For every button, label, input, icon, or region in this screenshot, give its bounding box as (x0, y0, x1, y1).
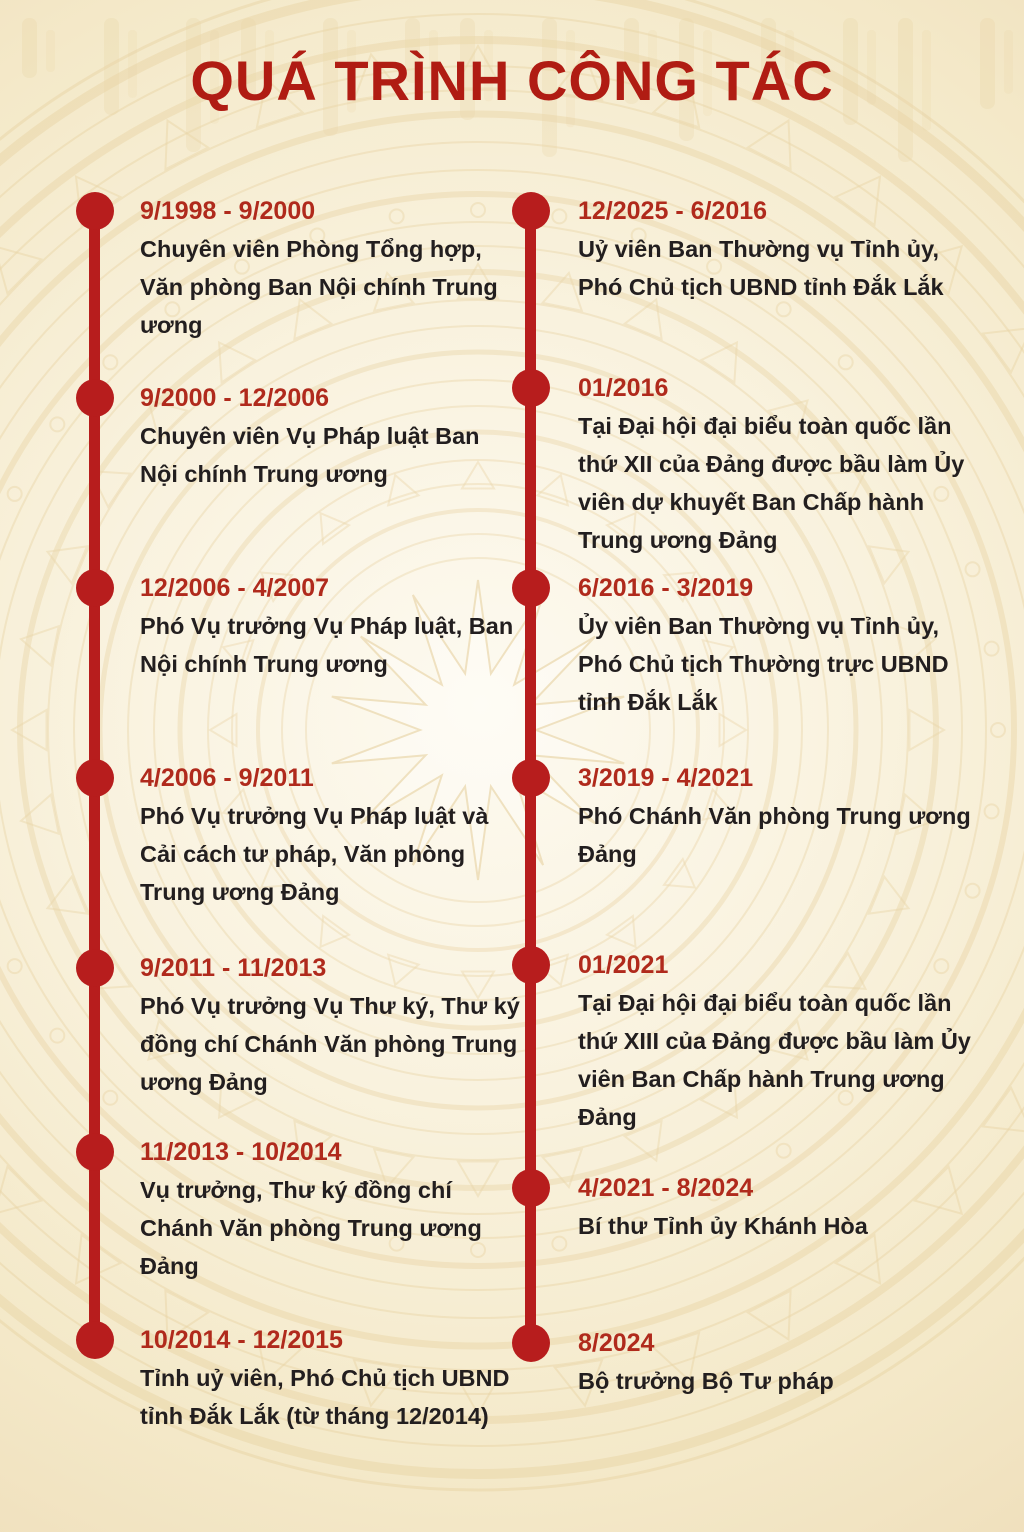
entry-description: Chuyên viên Phòng Tổng hợp, Văn phòng Ban Nội chính Trung ương (140, 236, 498, 338)
timeline-entry (76, 1133, 522, 1285)
timeline-dot-icon (76, 949, 114, 987)
timeline-entry (76, 379, 522, 493)
entry-description: Vụ trưởng, Thư ký đồng chí Chánh Văn phòng Trung ương Đảng (140, 1177, 482, 1279)
entry-date: 6/2016 - 3/2019 (578, 574, 754, 602)
entry-date: 4/2021 - 8/2024 (578, 1174, 754, 1202)
timeline-entry (512, 369, 972, 559)
timeline-dot-icon (76, 569, 114, 607)
timeline-entry (76, 192, 522, 344)
timeline-dot-icon (76, 192, 114, 230)
entry-date: 9/2000 - 12/2006 (140, 384, 330, 412)
entry-description: Tại Đại hội đại biểu toàn quốc lần thứ XII của Đảng được bầu làm Ủy viên dự khuyết Ban Chấp hành Trung ương Đảng (578, 413, 965, 553)
timeline-dot-icon (76, 1133, 114, 1171)
timeline-entry (76, 569, 522, 683)
timeline-dot-icon (76, 1321, 114, 1359)
timeline-entry (76, 949, 522, 1101)
timeline-dot-icon (512, 369, 550, 407)
entry-date: 11/2013 - 10/2014 (140, 1138, 342, 1166)
timeline-entry (76, 759, 522, 911)
timeline-dot-icon (512, 192, 550, 230)
entry-date: 9/2011 - 11/2013 (140, 954, 327, 982)
timeline-entry (512, 1169, 972, 1245)
entry-date: 12/2006 - 4/2007 (140, 574, 330, 602)
entry-description: Tại Đại hội đại biểu toàn quốc lần thứ XIII của Đảng được bầu làm Ủy viên Ban Chấp hành Trung ương Đảng (578, 990, 971, 1130)
entry-description: Phó Chánh Văn phòng Trung ương Đảng (578, 803, 971, 867)
entry-date: 9/1998 - 9/2000 (140, 197, 316, 225)
entry-description: Phó Vụ trưởng Vụ Pháp luật và Cải cách tư pháp, Văn phòng Trung ương Đảng (140, 803, 489, 905)
entry-date: 01/2016 (578, 374, 669, 402)
page-title: QUÁ TRÌNH CÔNG TÁC (190, 49, 834, 112)
entry-description: Phó Vụ trưởng Vụ Pháp luật, Ban Nội chính Trung ương (140, 613, 514, 677)
timeline-dot-icon (76, 379, 114, 417)
entry-description: Chuyên viên Vụ Pháp luật Ban Nội chính Trung ương (140, 423, 480, 487)
timeline-dot-icon (76, 759, 114, 797)
timeline-entry (512, 946, 972, 1136)
timeline-entry (512, 192, 972, 306)
timeline-entry (512, 759, 972, 873)
timeline-dot-icon (512, 946, 550, 984)
timeline-dot-icon (512, 569, 550, 607)
timeline-entry (512, 1324, 972, 1400)
entry-description: Phó Vụ trưởng Vụ Thư ký, Thư ký đồng chí Chánh Văn phòng Trung ương Đảng (140, 993, 520, 1095)
entry-date: 3/2019 - 4/2021 (578, 764, 754, 792)
entry-description: Bộ trưởng Bộ Tư pháp (578, 1368, 834, 1394)
timeline-entry (76, 1321, 522, 1435)
entry-description: Ủy viên Ban Thường vụ Tỉnh ủy, Phó Chủ tịch Thường trực UBND tỉnh Đắk Lắk (578, 613, 949, 715)
entry-description: Bí thư Tỉnh ủy Khánh Hòa (578, 1213, 868, 1239)
timeline-dot-icon (512, 1169, 550, 1207)
timeline-dot-icon (512, 1324, 550, 1362)
entry-date: 8/2024 (578, 1329, 655, 1357)
timeline-entry (512, 569, 972, 721)
timeline-dot-icon (512, 759, 550, 797)
entry-description: Uỷ viên Ban Thường vụ Tỉnh ủy, Phó Chủ tịch UBND tỉnh Đắk Lắk (578, 236, 944, 300)
entry-date: 12/2025 - 6/2016 (578, 197, 768, 225)
entry-date: 10/2014 - 12/2015 (140, 1326, 343, 1354)
entry-date: 01/2021 (578, 951, 669, 979)
entry-description: Tỉnh uỷ viên, Phó Chủ tịch UBND tỉnh Đắk Lắk (từ tháng 12/2014) (140, 1365, 510, 1429)
entry-date: 4/2006 - 9/2011 (140, 764, 314, 792)
